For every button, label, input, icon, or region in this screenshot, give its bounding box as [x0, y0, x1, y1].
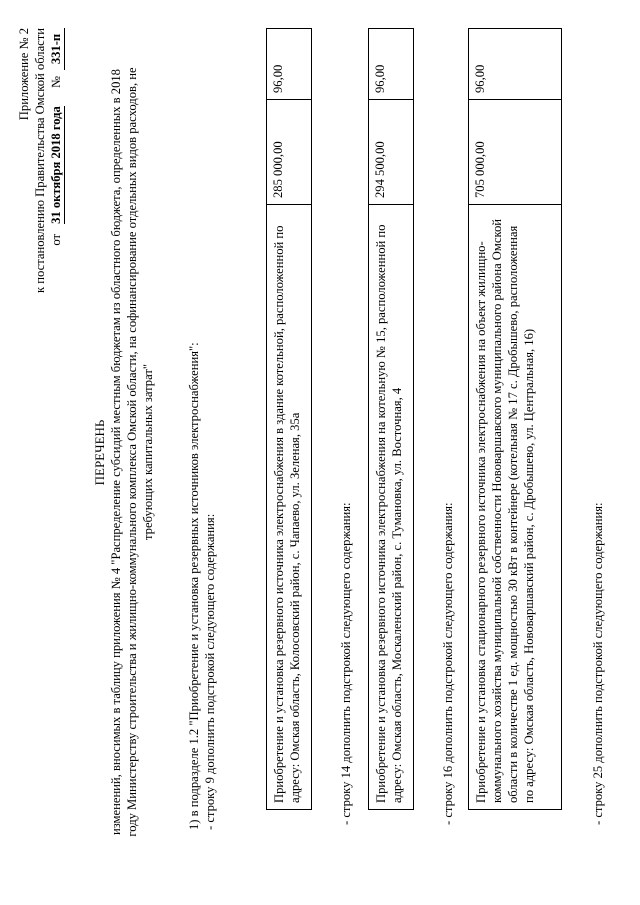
entry-table-row [468, 28, 562, 810]
order-date: 31 октября 2018 года [49, 106, 63, 224]
entry-percent: 96,00 [373, 64, 387, 93]
entry-amount: 705 000,00 [469, 99, 561, 204]
resolution-label: к постановлению Правительства Омской области [33, 28, 47, 293]
appendix-label: Приложение № 2 [17, 28, 31, 121]
entry-amount: 294 500,00 [369, 99, 413, 204]
section-1-heading: 1) в подразделе 1.2 "Приобретение и установка резервных источников электроснабжения": [187, 342, 201, 830]
entry-description: Приобретение и установка резервного источника электроснабжения в здание котельной, расположенной по адресу: Омская область, Колосовский район, с. Чапаево, ул. Зеленая, 35а [267, 204, 311, 809]
row-14-note: - строку 14 дополнить подстрокой следующего содержания: [339, 502, 353, 825]
order-number: 331-п [48, 28, 65, 70]
entry-table-row [368, 28, 414, 810]
order-line [48, 28, 65, 293]
row-9-note: - строку 9 дополнить подстрокой следующего содержания: [203, 513, 217, 830]
entry-description: Приобретение и установка резервного источника электроснабжения на котельную № 15, расположенной по адресу: Омская область, Москаленский район, с. Тумановка, ул. Восточная, 4 [369, 204, 413, 809]
entry-percent: 96,00 [473, 64, 487, 93]
from-prefix: от [49, 234, 63, 246]
document-title: ПЕРЕЧЕНЬ [92, 419, 107, 486]
row-25-note: - строку 25 дополнить подстрокой следующего содержания: [591, 502, 605, 825]
entry-amount: 285 000,00 [267, 99, 311, 204]
number-prefix: № [49, 76, 63, 89]
document-subtitle: изменений, вносимых в таблицу приложения № 4 "Распределение субсидий местным бюджетам из областного бюджета, определенных в 2018 году Министерству строительства и жилищно-коммунального комплекса Омской области, на софинансирование отдельных видов расходов, не требующих капитальных затрат" [109, 67, 155, 837]
entry-percent: 96,00 [271, 64, 285, 93]
appendix-header [16, 28, 65, 293]
entry-table-row [266, 28, 312, 810]
row-16-note: - строку 16 дополнить подстрокой следующего содержания: [441, 502, 455, 825]
entry-description: Приобретение и установка стационарного резервного источника электроснабжения на объект жилищно-коммунального хозяйства муниципальной собственности Нововаршавского муниципального района Омской области в количестве 1 ед. мощностью 30 кВт в контейнере (котельная № 17 с. Дробышево, расположенная по адресу: Омская область, Нововаршавский район, с. Дробышево, ул. Центральная, 16) [469, 204, 561, 809]
